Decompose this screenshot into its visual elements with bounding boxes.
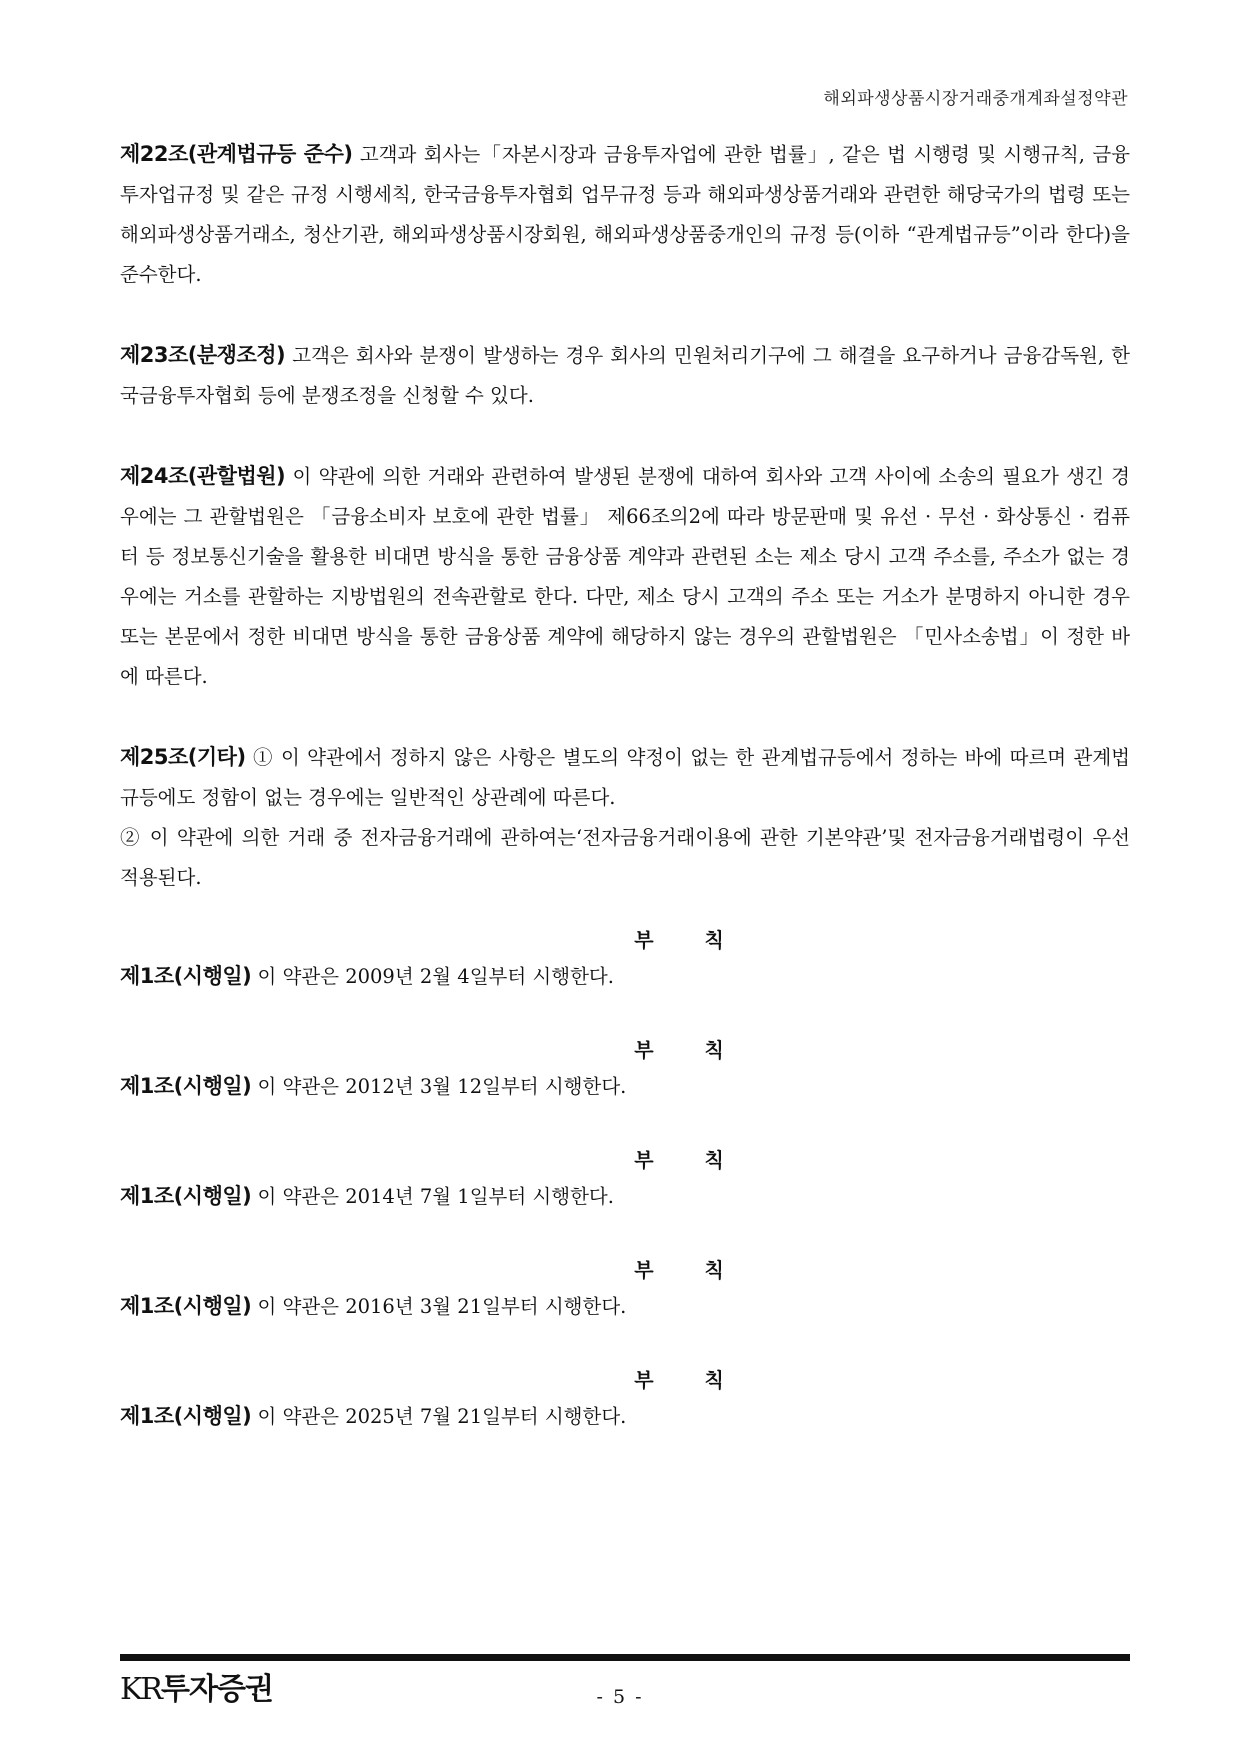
addendum-heading: 부 칙 xyxy=(634,1148,746,1172)
addendum-text: 이 약관은 2016년 3월 21일부터 시행한다. xyxy=(257,1295,627,1318)
logo-latin: KR xyxy=(120,1672,161,1707)
article-body: 고객은 회사와 분쟁이 발생하는 경우 회사의 민원처리기구에 그 해결을 요구하거나 금융감독원, 한국금융투자협회 등에 분쟁조정을 신청할 수 있다. xyxy=(120,344,1130,407)
article-paragraph-2: ② 이 약관에 의한 거래 중 전자금융거래에 관하여는‘전자금융거래이용에 관한 기본약관’및 전자금융거래법령이 우선 적용된다. xyxy=(120,826,1130,889)
addendum xyxy=(120,1142,1130,1252)
addendum-article-title: 제1조(시행일) xyxy=(120,964,252,988)
addendum-text: 이 약관은 2012년 3월 12일부터 시행한다. xyxy=(257,1075,627,1098)
addendum-article-title: 제1조(시행일) xyxy=(120,1074,252,1098)
addendum xyxy=(120,1032,1130,1142)
addendum xyxy=(120,1362,1130,1472)
articles-section xyxy=(120,134,1130,938)
addendum-text: 이 약관은 2025년 7월 21일부터 시행한다. xyxy=(257,1405,627,1428)
addendum-text: 이 약관은 2014년 7월 1일부터 시행한다. xyxy=(257,1185,614,1208)
addendum-heading: 부 칙 xyxy=(634,1368,746,1392)
article-23 xyxy=(120,335,1130,416)
running-header: 해외파생상품시장거래중개계좌설정약관 xyxy=(823,89,1128,109)
article-24 xyxy=(120,456,1130,697)
addendum-text: 이 약관은 2009년 2월 4일부터 시행한다. xyxy=(257,965,614,988)
addendum-heading: 부 칙 xyxy=(634,928,746,952)
addendum xyxy=(120,1252,1130,1362)
logo-korean: 투자증권 xyxy=(161,1672,273,1707)
addenda-section xyxy=(120,922,1130,1472)
article-22 xyxy=(120,134,1130,295)
footer-divider xyxy=(120,1654,1130,1661)
article-title: 제24조(관할법원) xyxy=(120,464,286,488)
article-body: 이 약관에 의한 거래와 관련하여 발생된 분쟁에 대하여 회사와 고객 사이에 소송의 필요가 생긴 경우에는 그 관할법원은 「금융소비자 보호에 관한 법률」 제66조의2에 따라 방문판매 및 유선 · 무선 · 화상통신 · 컴퓨터 등 정보통신기술을 활용한 비대면 방식을 통한 금융상품 계약과 관련된 소는 제소 당시 고객 주소를, 주소가 없는 경우에는 거소를 관할하는 지방법원의 전속관할로 한다. 다만, 제소 당시 고객의 주소 또는 거소가 분명하지 아니한 경우 또는 본문에서 정한 비대면 방식을 통한 금융상품 계약에 해당하지 않는 경우의 관할법원은 「민사소송법」이 정한 바에 따른다. xyxy=(120,465,1130,688)
page-number: - 5 - xyxy=(596,1686,644,1708)
addendum-heading: 부 칙 xyxy=(634,1258,746,1282)
addendum-heading: 부 칙 xyxy=(634,1038,746,1062)
article-title: 제25조(기타) xyxy=(120,745,246,769)
article-body: ① 이 약관에서 정하지 않은 사항은 별도의 약정이 없는 한 관계법규등에서 정하는 바에 따르며 관계법규등에도 정함이 없는 경우에는 일반적인 상관례에 따른다. xyxy=(120,746,1130,809)
article-title: 제22조(관계법규등 준수) xyxy=(120,142,353,166)
addendum-article-title: 제1조(시행일) xyxy=(120,1294,252,1318)
addendum xyxy=(120,922,1130,1032)
addendum-article-title: 제1조(시행일) xyxy=(120,1404,252,1428)
article-title: 제23조(분쟁조정) xyxy=(120,343,286,367)
addendum-article-title: 제1조(시행일) xyxy=(120,1184,252,1208)
article-25 xyxy=(120,737,1130,898)
article-body: 고객과 회사는「자본시장과 금융투자업에 관한 법률」, 같은 법 시행령 및 시행규칙, 금융투자업규정 및 같은 규정 시행세칙, 한국금융투자협회 업무규정 등과 해외파생상품거래와 관련한 해당국가의 법령 또는 해외파생상품거래소, 청산기관, 해외파생상품시장회원, 해외파생상품중개인의 규정 등(이하 “관계법규등”이라 한다)을 준수한다. xyxy=(120,143,1130,286)
